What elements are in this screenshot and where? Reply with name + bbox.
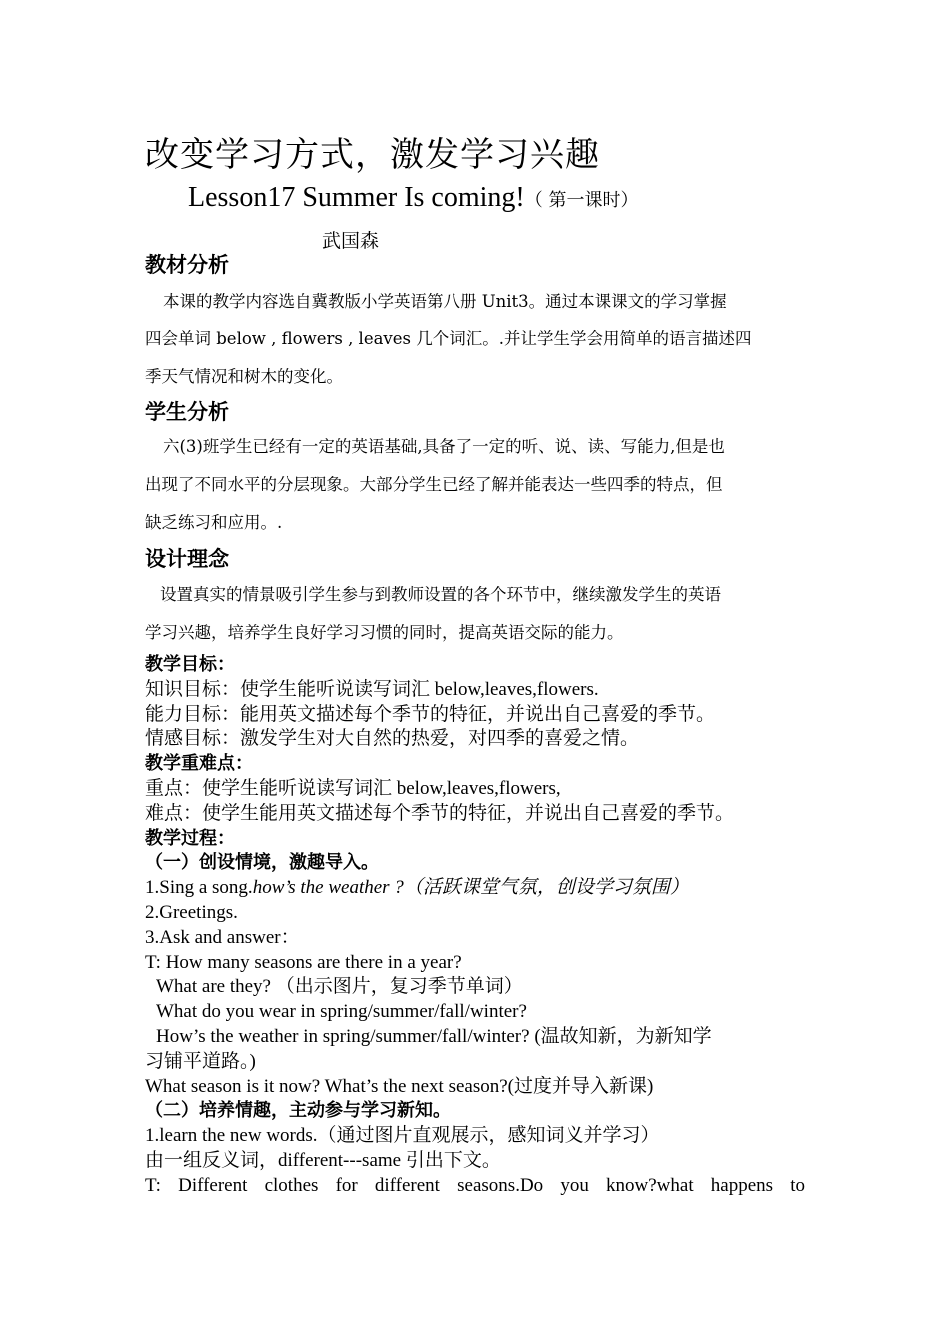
materials-line-3: 季天气情况和树木的变化。 — [145, 367, 343, 386]
step2-heading: （二）培养情趣，主动参与学习新知。 — [145, 1100, 451, 1122]
author-name: 武国森 — [322, 230, 380, 252]
key-point: 重点：使学生能听说读写词汇 below,leaves,flowers, — [145, 777, 561, 799]
question-4-line-1: How’s the weather in spring/summer/fall/winter? (温故知新，为新知学 — [156, 1025, 712, 1047]
step1-greetings: 2.Greetings. — [145, 901, 238, 923]
question-3: What do you wear in spring/summer/fall/winter? — [156, 1001, 527, 1023]
goal-emotion: 情感目标：激发学生对大自然的热爱，对四季的喜爱之情。 — [145, 728, 640, 750]
step1-sing — [145, 876, 835, 901]
key-heading: 教学重难点： — [145, 753, 253, 775]
goal-ability: 能力目标：能用英文描述每个季节的特征，并说出自己喜爱的季节。 — [145, 703, 716, 725]
document-title: 改变学习方式，激发学习兴趣 — [145, 135, 600, 175]
design-line-2: 学习兴趣，培养学生良好学习习惯的同时，提高英语交际的能力。 — [145, 623, 624, 642]
step2-learn: 1.learn the new words.（通过图片直观展示，感知词义并学习） — [145, 1125, 660, 1147]
question-4-line-2: 习铺平道路。) — [145, 1050, 256, 1072]
students-line-3: 缺乏练习和应用。. — [145, 513, 283, 532]
students-line-1: 六(3)班学生已经有一定的英语基础,具备了一定的听、说、读、写能力,但是也 — [163, 437, 725, 456]
materials-line-2: 四会单词 below , flowers , leaves 几个词汇。.并让学生学会用简单的语言描述四 — [145, 329, 752, 348]
process-heading: 教学过程： — [145, 827, 235, 849]
question-5: What season is it now? What’s the next season?(过度并导入新课) — [145, 1075, 654, 1097]
lesson-subtitle-en: Lesson17 Summer Is coming! — [188, 182, 525, 213]
step1-sing-note: （活跃课堂气氛，创设学习氛围） — [403, 877, 689, 899]
goal-knowledge: 知识目标：使学生能听说读写词汇 below,leaves,flowers. — [145, 678, 599, 700]
goals-heading: 教学目标： — [145, 654, 235, 675]
step1-ask: 3.Ask and answer： — [145, 926, 300, 948]
step2-teacher-line: T: Different clothes for different seasons.Do you know?what happens to — [145, 1174, 805, 1196]
question-1: T: How many seasons are there in a year? — [145, 951, 462, 973]
materials-line-1: 本课的教学内容选自冀教版小学英语第八册 Unit3。通过本课课文的学习掌握 — [163, 292, 727, 311]
step1-sing-prefix: 1.Sing a song. — [145, 877, 253, 899]
step1-heading: （一）创设情境，激趣导入。 — [145, 852, 379, 874]
step2-antonym: 由一组反义词，different---same 引出下文。 — [145, 1149, 501, 1171]
students-heading: 学生分析 — [145, 400, 229, 424]
students-line-2: 出现了不同水平的分层现象。大部分学生已经了解并能表达一些四季的特点，但 — [145, 475, 723, 494]
lesson-subtitle — [188, 182, 638, 214]
difficult-point: 难点：使学生能用英文描述每个季节的特征，并说出自己喜爱的季节。 — [145, 802, 735, 824]
design-heading: 设计理念 — [145, 547, 229, 571]
materials-heading: 教材分析 — [145, 253, 229, 277]
step1-sing-song: how’s the weather ? — [252, 877, 404, 899]
question-2: What are they? （出示图片，复习季节单词） — [156, 976, 523, 998]
lesson-subtitle-cn: （ 第一课时） — [524, 190, 639, 211]
teaching-body — [145, 653, 835, 1199]
design-line-1: 设置真实的情景吸引学生参与到教师设置的各个环节中，继续激发学生的英语 — [160, 585, 721, 604]
